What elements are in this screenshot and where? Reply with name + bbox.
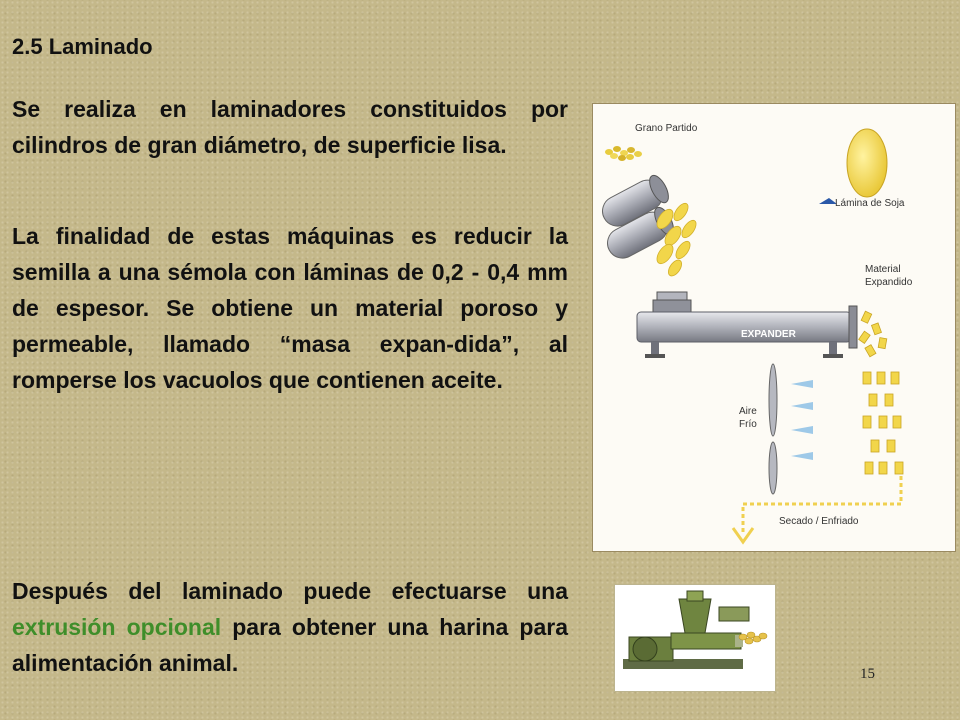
label-lamina-soja: Lámina de Soja (835, 198, 905, 209)
expander-icon (637, 292, 857, 358)
paragraph-extrusion-start: Después del laminado puede efectuarse una (12, 578, 568, 604)
dried-pellets-icon (863, 372, 903, 474)
slide-title: 2.5 Laminado (12, 34, 153, 59)
cooling-plates-icon (769, 364, 777, 494)
page-number: 15 (860, 666, 875, 682)
soy-flake-icon (847, 129, 887, 197)
label-grano-partido: Grano Partido (635, 123, 698, 134)
paragraph-laminadores: Se realiza en laminadores constituidos por cilindros de gran diámetro, de superficie lisa. (12, 96, 568, 158)
paragraph-finalidad: La finalidad de estas máquinas es reducir la semilla a una sémola con láminas de 0,2 - 0,4 mm de espesor. Se obtiene un material poroso y permeable, llamado “masa expan-dida”, al romperse los vacuolos que contienen aceite. (12, 223, 568, 393)
label-secado-enfriado: Secado / Enfriado (779, 516, 859, 527)
label-aire: Aire (739, 406, 757, 417)
label-material-expandido-1: Material (865, 264, 901, 275)
paragraph-extrusion-end: para obtener una harina para alimentación animal. (12, 614, 568, 676)
extrusion-highlight: extrusión opcional (12, 614, 222, 640)
expanded-pellets-icon (859, 311, 887, 357)
label-expander: EXPANDER (741, 329, 796, 340)
grain-pile-icon (605, 146, 642, 161)
extruder-photo (614, 584, 776, 692)
label-material-expandido-2: Expandido (865, 277, 913, 288)
extruder-machine-icon (615, 585, 775, 691)
paragraph-extrusion (12, 573, 568, 681)
label-frio: Frío (739, 419, 757, 430)
air-flow-icon (791, 380, 813, 460)
process-diagram (592, 103, 956, 552)
